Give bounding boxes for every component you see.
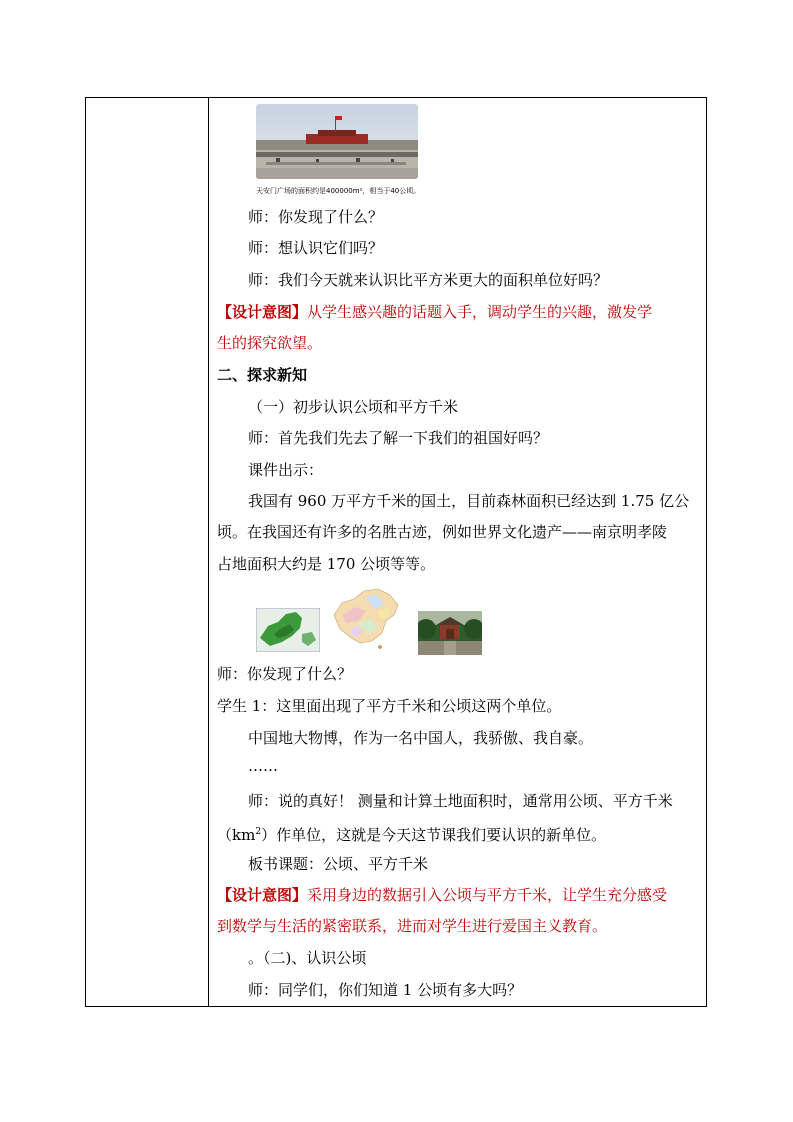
text-line: 板书课题：公顷、平方千米 (248, 855, 429, 873)
column-divider (208, 98, 209, 1006)
design-intent-tag: 【设计意图】 (217, 303, 308, 321)
subsection-heading: （一）初步认识公顷和平方千米 (248, 398, 459, 416)
design-intent-line (217, 302, 652, 322)
text-line: 师：你发现了什么？ (248, 208, 384, 226)
text-line: …… (248, 757, 278, 775)
text-line: 师：同学们，你们知道 1 公顷有多大吗？ (248, 981, 523, 999)
text-line: 顷。在我国还有许多的名胜古迹，例如世界文化遗产——南京明孝陵 (217, 523, 668, 541)
text-line: 师：我们今天就来认识比平方米更大的面积单位好吗？ (248, 271, 609, 289)
text-line: 学生 1：这里面出现了平方千米和公顷这两个单位。 (217, 697, 562, 715)
design-intent-line (217, 885, 667, 905)
tiananmen-photo (256, 104, 418, 179)
unit-km-open: （km (217, 826, 256, 844)
text-line: 占地面积大约是 170 公顷等等。 (217, 555, 436, 573)
section-heading: 二、探求新知 (217, 366, 308, 384)
text-line: 师：你发现了什么？ (217, 665, 353, 683)
design-intent-text: 采用身边的数据引入公顷与平方千米，让学生充分感受 (307, 886, 668, 904)
text-line (217, 822, 606, 845)
unit-km-sup: 2 (255, 827, 262, 837)
design-intent-text: 从学生感兴趣的话题入手，调动学生的兴趣，激发学 (307, 303, 653, 321)
ming-tomb-photo (418, 611, 482, 655)
text-line: 师：首先我们先去了解一下我们的祖国好吗？ (248, 429, 549, 447)
tiananmen-caption: 天安门广场的面积约是400000m²，相当于40公顷。 (256, 187, 421, 195)
design-intent-cont: 生的探究欲望。 (217, 334, 323, 352)
text-line: 师：说的真好！ 测量和计算土地面积时，通常用公顷、平方千米 (248, 792, 673, 810)
text-line: 师：想认识它们吗？ (248, 239, 384, 257)
subsection-heading: 。（二)、认识公顷 (248, 949, 367, 967)
text-line: 课件出示： (248, 461, 324, 479)
forest-map-image (256, 608, 320, 652)
text-line: 我国有 960 万平方千米的国土，目前森林面积已经达到 1.75 亿公 (248, 492, 690, 510)
unit-km-rest: ）作单位，这就是今天这节课我们要认识的新单位。 (261, 826, 607, 844)
design-intent-cont: 到数学与生活的紧密联系，进而对学生进行爱国主义教育。 (217, 917, 608, 935)
china-map-image (328, 585, 406, 655)
text-line: 中国地大物博，作为一名中国人，我骄傲、我自豪。 (248, 729, 594, 747)
lesson-table (85, 97, 707, 1007)
content-cell (210, 98, 706, 1006)
design-intent-tag: 【设计意图】 (217, 886, 308, 904)
